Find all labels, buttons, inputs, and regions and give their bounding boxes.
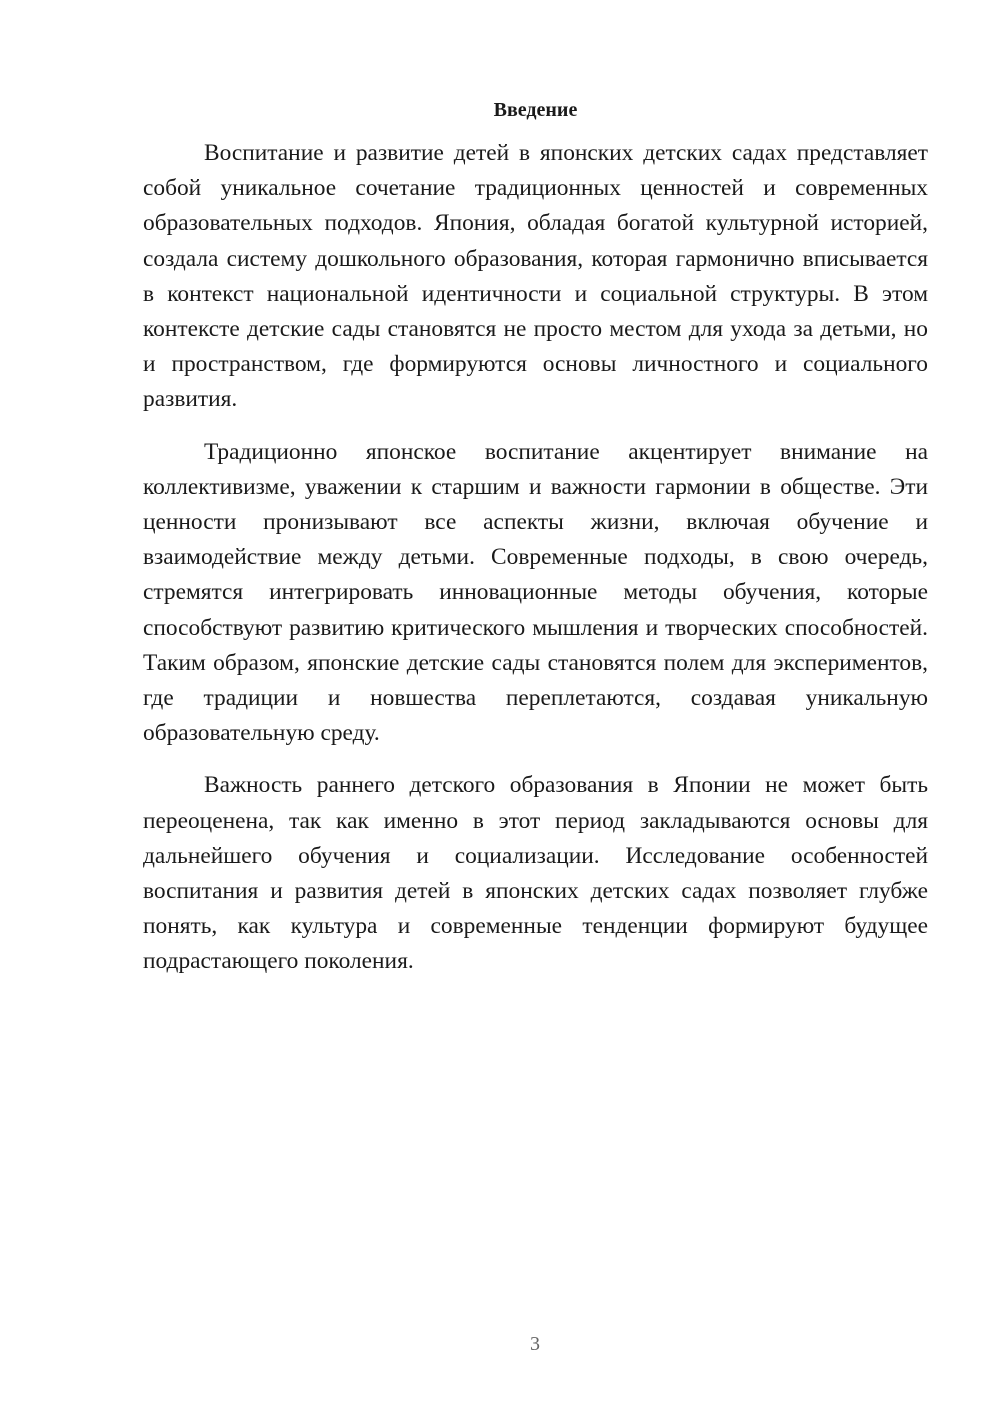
page-content [143, 96, 928, 997]
paragraph-1: Воспитание и развитие детей в японских детских садах представляет собой уникальное сочетание традиционных ценностей и современных образовательных подходов. Япония, обладая богатой культурной историей, создала систему дошкольного образования, которая гармонично вписывается в контекст национальной идентичности и социальной структуры. В этом контексте детские сады становятся не просто местом для ухода за детьми, но и пространством, где формируются основы личностного и социального развития. [143, 140, 928, 413]
section-title: Введение [493, 99, 578, 121]
paragraph-3: Важность раннего детского образования в Японии не может быть переоценена, так как именно в этот период закладываются основы для дальнейшего обучения и социализации. Исследование особенностей воспитания и развития детей в японских детских садах позволяет глубже понять, как культура и современные тенденции формируют будущее подрастающего поколения. [143, 772, 928, 975]
paragraph-2: Традиционно японское воспитание акцентирует внимание на коллективизме, уважении к старшим и важности гармонии в обществе. Эти ценности пронизывают все аспекты жизни, включая обучение и взаимодействие между детьми. Современные подходы, в свою очередь, стремятся интегрировать инновационные методы обучения, которые способствуют развитию критического мышления и творческих способностей. Таким образом, японские детские сады становятся полем для экспериментов, где традиции и новшества переплетаются, создавая уникальную образовательную среду. [143, 438, 928, 747]
page-number: 3 [530, 1333, 540, 1355]
